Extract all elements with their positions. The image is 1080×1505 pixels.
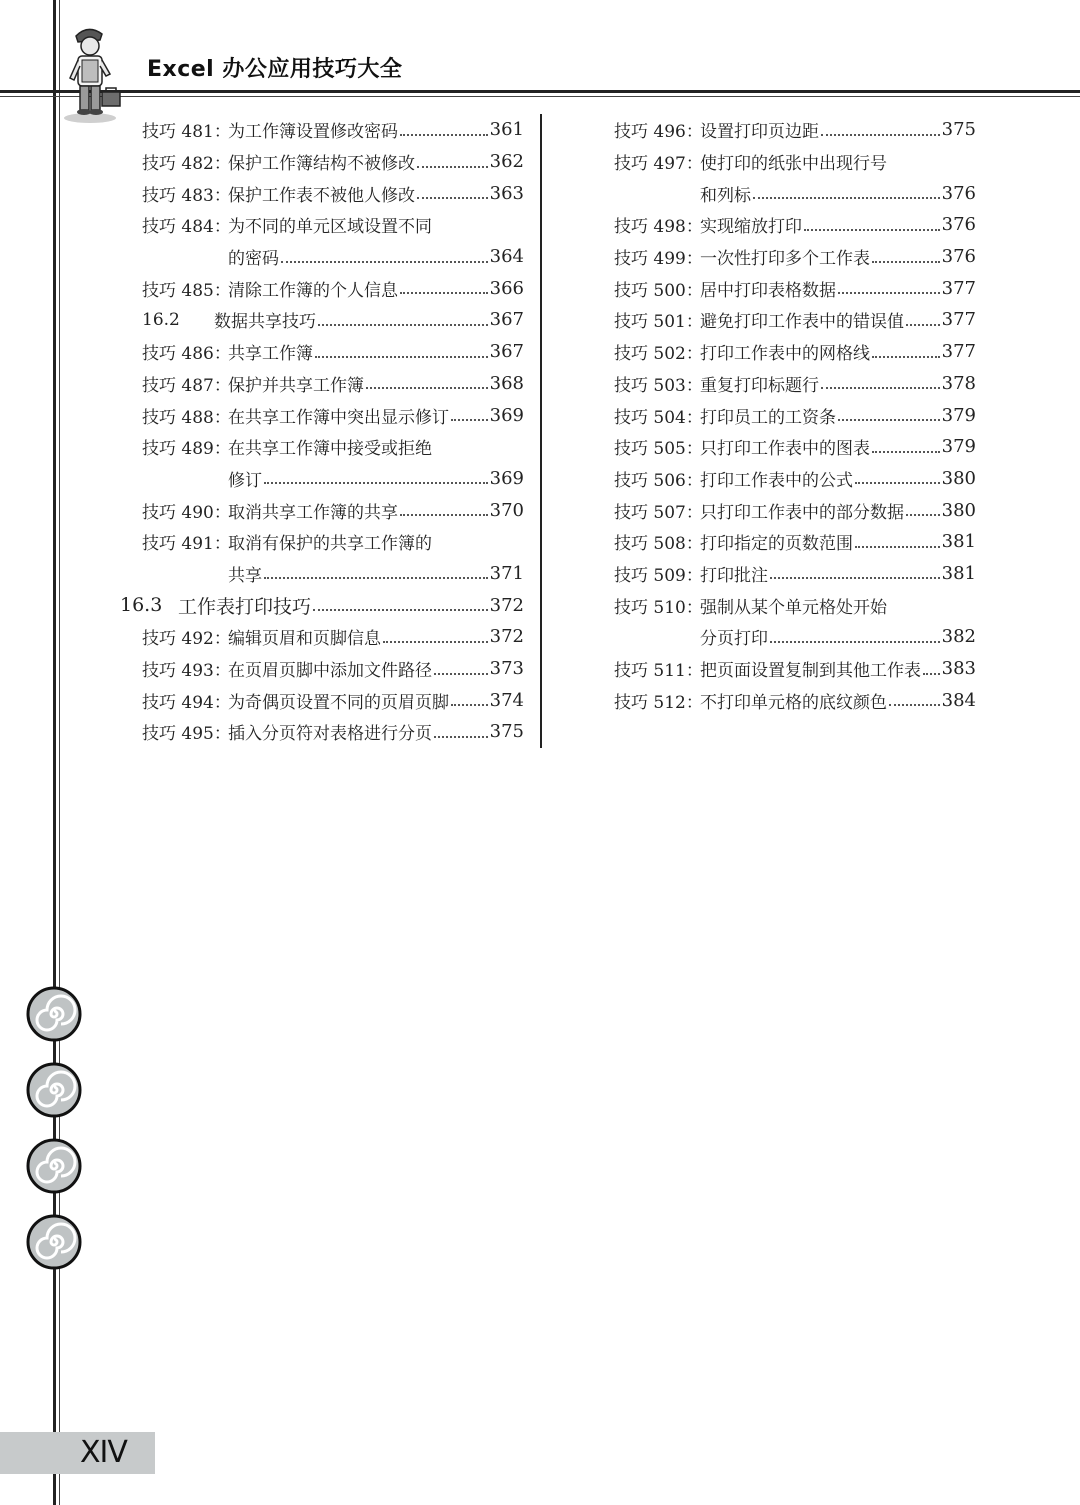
toc-entry-page: 369 — [489, 404, 524, 426]
toc-entry — [592, 177, 976, 209]
spiral-ornament-icon — [26, 1214, 82, 1270]
toc-leader-dots — [264, 577, 488, 579]
toc-entry-label: 技巧 484： — [142, 217, 231, 238]
toc-entry-label: 技巧 507： — [614, 502, 703, 523]
toc-entry-title: 一次性打印多个工作表 — [700, 249, 870, 270]
worker-with-toolbox-icon — [58, 18, 128, 126]
margin-rule-thin — [59, 0, 60, 1505]
toc-entry-title: 避免打印工作表中的错误值 — [700, 312, 904, 333]
toc-entry-page: 376 — [941, 214, 976, 236]
toc-column-left — [120, 114, 524, 748]
toc-entry-label: 技巧 498： — [614, 217, 703, 238]
toc-entry — [592, 431, 976, 463]
toc-entry-label: 技巧 506： — [614, 470, 703, 491]
toc-entry-label: 技巧 483： — [142, 185, 231, 206]
toc-entry — [592, 526, 976, 558]
toc-entry-page: 370 — [489, 499, 524, 521]
toc-entry-title: 打印工作表中的网格线 — [700, 344, 870, 365]
toc-entry-title: 在共享工作簿中接受或拒绝 — [228, 439, 432, 460]
toc-entry-page: 375 — [941, 119, 976, 141]
toc-entry — [592, 463, 976, 495]
toc-entry — [592, 336, 976, 368]
toc-entry-label: 技巧 494： — [142, 692, 231, 713]
toc-entry-label: 技巧 496： — [614, 122, 703, 143]
toc-entry-page: 362 — [489, 151, 524, 173]
toc-entry-label: 技巧 510： — [614, 597, 703, 618]
toc-entry-page: 383 — [941, 658, 976, 680]
toc-entry-label: 技巧 493： — [142, 661, 231, 682]
toc-entry-page: 375 — [489, 721, 524, 743]
toc-entry — [120, 526, 524, 558]
toc-entry-label: 技巧 504： — [614, 407, 703, 428]
toc-entry — [120, 304, 524, 336]
toc-entry — [592, 684, 976, 716]
toc-leader-dots — [281, 261, 488, 263]
toc-entry-page: 367 — [489, 309, 524, 331]
toc-leader-dots — [400, 134, 488, 136]
spiral-ornament-icon — [26, 986, 82, 1042]
toc-entry-label: 技巧 511： — [614, 661, 703, 682]
toc-entry-label: 技巧 505： — [614, 439, 703, 460]
toc-leader-dots — [855, 482, 940, 484]
toc-entry-label: 16.3 — [120, 594, 163, 617]
toc-entry — [592, 589, 976, 621]
toc-entry-label: 技巧 491： — [142, 534, 231, 555]
toc-leader-dots — [872, 356, 940, 358]
toc-entry-title: 保护工作簿结构不被修改 — [228, 154, 415, 175]
toc-entry-page: 368 — [489, 372, 524, 394]
toc-entry-title: 保护工作表不被他人修改 — [228, 185, 415, 206]
toc-entry-label: 16.2 — [142, 309, 180, 330]
toc-entry-label: 技巧 500： — [614, 280, 703, 301]
toc-entry-title: 保护并共享工作簿 — [228, 375, 364, 396]
toc-entry-title: 的密码 — [228, 249, 279, 270]
toc-leader-dots — [318, 324, 488, 326]
toc-entry — [120, 114, 524, 146]
toc-entry-page: 372 — [489, 594, 524, 616]
toc-entry-label: 技巧 489： — [142, 439, 231, 460]
toc-leader-dots — [451, 704, 488, 706]
toc-leader-dots — [264, 482, 488, 484]
column-divider — [540, 114, 542, 748]
toc-entry — [592, 241, 976, 273]
toc-entry-label: 技巧 512： — [614, 692, 703, 713]
toc-entry — [592, 114, 976, 146]
toc-entry — [592, 399, 976, 431]
toc-entry-page: 361 — [489, 119, 524, 141]
toc-entry-page: 377 — [941, 341, 976, 363]
toc-entry-title: 重复打印标题行 — [700, 375, 819, 396]
spiral-ornament-icon — [26, 1138, 82, 1194]
toc-entry — [592, 209, 976, 241]
toc-leader-dots — [804, 229, 940, 231]
toc-entry-title: 实现缩放打印 — [700, 217, 802, 238]
toc-entry-title: 为不同的单元区域设置不同 — [228, 217, 432, 238]
toc-entry-title: 设置打印页边距 — [700, 122, 819, 143]
toc-entry-page: 384 — [941, 689, 976, 711]
book-title: Excel 办公应用技巧大全 — [147, 57, 403, 82]
toc-entry-label: 技巧 482： — [142, 154, 231, 175]
toc-leader-dots — [313, 609, 488, 611]
toc-leader-dots — [770, 577, 940, 579]
toc-leader-dots — [872, 261, 940, 263]
toc-leader-dots — [417, 166, 488, 168]
toc-entry — [120, 431, 524, 463]
toc-entry-title: 强制从某个单元格处开始 — [700, 597, 887, 618]
toc-entry-page: 380 — [941, 499, 976, 521]
toc-entry-page: 379 — [941, 436, 976, 458]
toc-entry-label: 技巧 487： — [142, 375, 231, 396]
toc-entry — [592, 146, 976, 178]
toc-entry — [592, 304, 976, 336]
toc-leader-dots — [838, 292, 940, 294]
toc-leader-dots — [451, 419, 488, 421]
toc-entry-title: 为奇偶页设置不同的页眉页脚 — [228, 692, 449, 713]
toc-entry-title: 清除工作簿的个人信息 — [228, 280, 398, 301]
toc-entry-title: 数据共享技巧 — [214, 312, 316, 333]
toc-entry-title: 分页打印 — [700, 629, 768, 650]
page-number-box — [0, 1432, 155, 1474]
toc-entry — [120, 336, 524, 368]
toc-leader-dots — [753, 197, 940, 199]
toc-entry-title: 取消有保护的共享工作簿的 — [228, 534, 432, 555]
toc-entry-title: 工作表打印技巧 — [178, 595, 312, 618]
toc-entry-title: 把页面设置复制到其他工作表 — [700, 661, 921, 682]
toc-entry-label: 技巧 502： — [614, 344, 703, 365]
toc-entry — [592, 272, 976, 304]
toc-entry-label: 技巧 485： — [142, 280, 231, 301]
toc-entry-title: 在共享工作簿中突出显示修订 — [228, 407, 449, 428]
toc-entry — [592, 368, 976, 400]
toc-entry-label: 技巧 497： — [614, 154, 703, 175]
toc-entry-label: 技巧 492： — [142, 629, 231, 650]
toc-leader-dots — [855, 546, 940, 548]
toc-entry — [120, 368, 524, 400]
toc-entry — [120, 177, 524, 209]
toc-entry — [120, 653, 524, 685]
toc-entry-title: 只打印工作表中的部分数据 — [700, 502, 904, 523]
margin-rule-thick — [53, 0, 56, 1505]
toc-entry — [592, 653, 976, 685]
toc-leader-dots — [821, 134, 940, 136]
toc-entry-label: 技巧 499： — [614, 249, 703, 270]
toc-entry-page: 371 — [489, 562, 524, 584]
toc-entry-title: 和列标 — [700, 185, 751, 206]
toc-entry-page: 372 — [489, 626, 524, 648]
toc-entry-page: 380 — [941, 467, 976, 489]
toc-entry-page: 381 — [941, 531, 976, 553]
toc-entry-page: 377 — [941, 309, 976, 331]
toc-entry-label: 技巧 509： — [614, 565, 703, 586]
toc-entry — [120, 494, 524, 526]
toc-entry — [120, 399, 524, 431]
toc-leader-dots — [400, 514, 488, 516]
toc-entry — [120, 241, 524, 273]
toc-entry-label: 技巧 488： — [142, 407, 231, 428]
toc-entry-page: 378 — [941, 372, 976, 394]
toc-entry-title: 取消共享工作簿的共享 — [228, 502, 398, 523]
toc-entry-label: 技巧 495： — [142, 724, 231, 745]
toc-entry — [120, 209, 524, 241]
toc-entry-page: 369 — [489, 467, 524, 489]
toc-entry-page: 373 — [489, 658, 524, 680]
toc-entry — [120, 272, 524, 304]
toc-leader-dots — [434, 673, 488, 675]
toc-entry-title: 共享工作簿 — [228, 344, 313, 365]
toc-entry — [120, 558, 524, 590]
toc-entry-page: 376 — [941, 182, 976, 204]
toc-leader-dots — [366, 387, 488, 389]
toc-entry — [120, 146, 524, 178]
header-rule-thin — [0, 96, 1080, 97]
toc-entry-title: 居中打印表格数据 — [700, 280, 836, 301]
toc-leader-dots — [906, 514, 940, 516]
toc-entry-title: 只打印工作表中的图表 — [700, 439, 870, 460]
toc-entry-label: 技巧 503： — [614, 375, 703, 396]
toc-entry — [120, 684, 524, 716]
toc-leader-dots — [821, 387, 940, 389]
toc-leader-dots — [383, 641, 488, 643]
toc-leader-dots — [770, 641, 940, 643]
toc-leader-dots — [923, 673, 940, 675]
toc-entry-page: 377 — [941, 277, 976, 299]
toc-leader-dots — [400, 292, 488, 294]
header-rule-thick — [0, 90, 1080, 93]
toc-entry-title: 为工作簿设置修改密码 — [228, 122, 398, 143]
toc-entry-page: 363 — [489, 182, 524, 204]
toc-entry-title: 在页眉页脚中添加文件路径 — [228, 661, 432, 682]
toc-entry-title: 打印工作表中的公式 — [700, 470, 853, 491]
toc-entry — [592, 558, 976, 590]
toc-entry-page: 367 — [489, 341, 524, 363]
toc-entry-page: 374 — [489, 689, 524, 711]
toc-entry-title: 修订 — [228, 470, 262, 491]
toc-entry-title: 打印指定的页数范围 — [700, 534, 853, 555]
toc-entry-page: 366 — [489, 277, 524, 299]
toc-entry-title: 共享 — [228, 565, 262, 586]
toc-entry-title: 使打印的纸张中出现行号 — [700, 154, 887, 175]
toc-entry-title: 编辑页眉和页脚信息 — [228, 629, 381, 650]
toc-entry — [120, 589, 524, 621]
toc-entry-page: 376 — [941, 246, 976, 268]
toc-entry-label: 技巧 501： — [614, 312, 703, 333]
toc-entry-page: 381 — [941, 562, 976, 584]
toc-entry-label: 技巧 490： — [142, 502, 231, 523]
toc-leader-dots — [417, 197, 488, 199]
toc-leader-dots — [315, 356, 488, 358]
toc-entry-title: 不打印单元格的底纹颜色 — [700, 692, 887, 713]
toc-column-right — [592, 114, 976, 716]
toc-leader-dots — [434, 736, 488, 738]
toc-entry-title: 插入分页符对表格进行分页 — [228, 724, 432, 745]
toc-entry-label: 技巧 481： — [142, 122, 231, 143]
toc-entry — [120, 621, 524, 653]
toc-leader-dots — [889, 704, 940, 706]
toc-entry-page: 382 — [941, 626, 976, 648]
toc-leader-dots — [838, 419, 940, 421]
toc-entry — [592, 494, 976, 526]
page-number: XIV — [80, 1435, 127, 1470]
toc-entry-label: 技巧 486： — [142, 344, 231, 365]
toc-leader-dots — [906, 324, 940, 326]
toc-entry-title: 打印批注 — [700, 565, 768, 586]
toc-entry-title: 打印员工的工资条 — [700, 407, 836, 428]
spiral-ornament-icon — [26, 1062, 82, 1118]
toc-entry — [592, 621, 976, 653]
toc-leader-dots — [872, 451, 940, 453]
toc-entry-label: 技巧 508： — [614, 534, 703, 555]
toc-entry-page: 364 — [489, 246, 524, 268]
toc-entry — [120, 716, 524, 748]
toc-entry — [120, 463, 524, 495]
toc-entry-page: 379 — [941, 404, 976, 426]
